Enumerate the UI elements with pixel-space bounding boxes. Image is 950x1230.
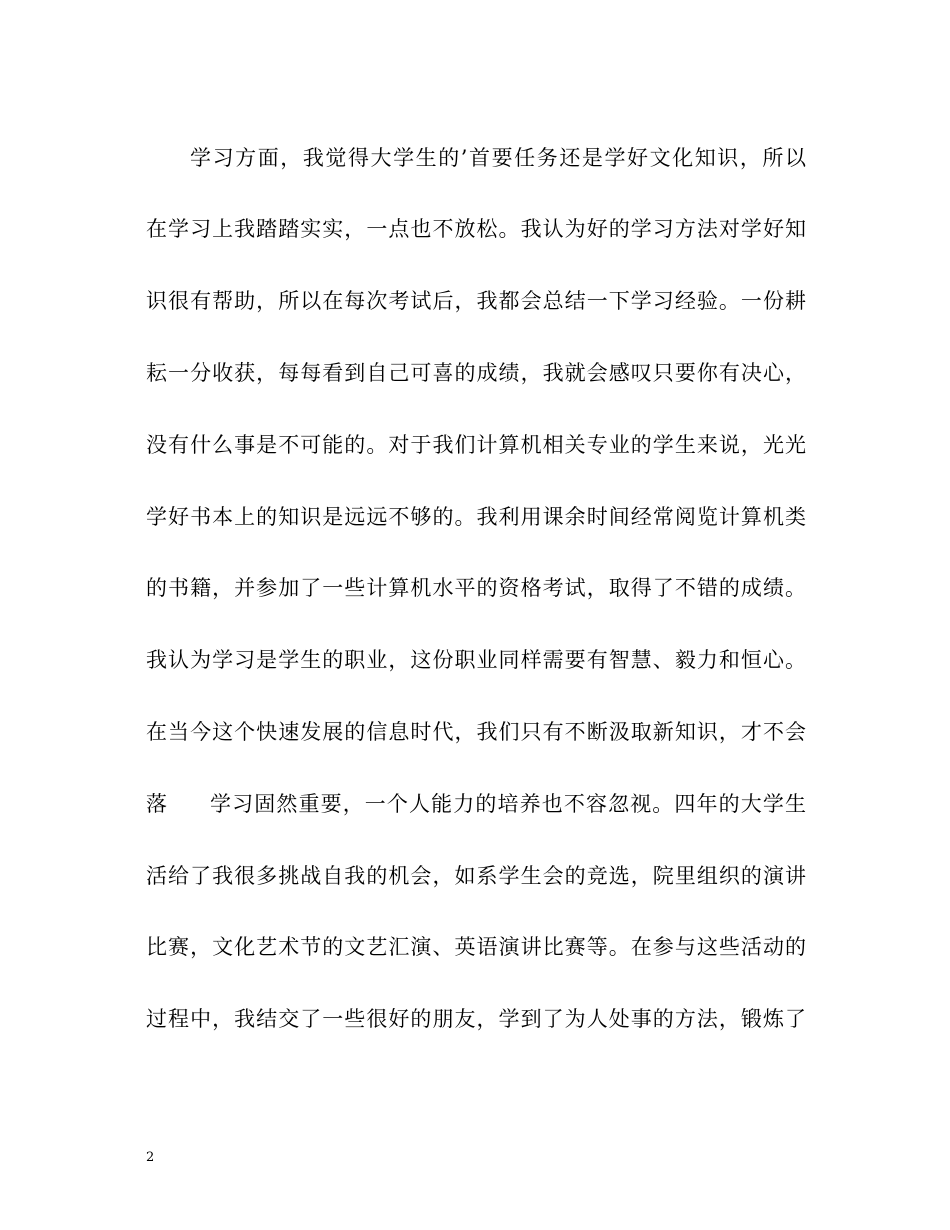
paragraph-line: 过程中，我结交了一些很好的朋友，学到了为人处事的方法，锻炼了 — [146, 1007, 806, 1031]
paragraph-line: 的书籍，并参加了一些计算机水平的资格考试，取得了不错的成绩。 — [146, 576, 806, 600]
paragraph-line: 学好书本上的知识是远远不够的。我利用课余时间经常阅览计算机类 — [146, 505, 806, 529]
paragraph-line: 我认为学习是学生的职业，这份职业同样需要有智慧、毅力和恒心。 — [146, 648, 806, 672]
paragraph-line: 没有什么事是不可能的。对于我们计算机相关专业的学生来说，光光 — [146, 433, 806, 457]
paragraph-line: 识很有帮助，所以在每次考试后，我都会总结一下学习经验。一份耕 — [146, 289, 806, 313]
paragraph-line: 在学习上我踏踏实实，一点也不放松。我认为好的学习方法对学好知 — [146, 217, 806, 241]
page-number: 2 — [146, 1150, 155, 1165]
paragraph-line: 在当今这个快速发展的信息时代，我们只有不断汲取新知识，才不会 — [146, 720, 806, 744]
paragraph-line: 耘一分收获，每每看到自己可喜的成绩，我就会感叹只要你有决心， — [146, 361, 806, 385]
paragraph-line: 活给了我很多挑战自我的机会，如系学生会的竞选，院里组织的演讲 — [146, 864, 806, 888]
paragraph-fragment: 落 — [146, 792, 167, 816]
paragraph-line-split — [146, 789, 806, 819]
paragraph-line: 学习方面，我觉得大学生的’首要任务还是学好文化知识，所以 — [190, 146, 806, 170]
paragraph-line: 比赛，文化艺术节的文艺汇演、英语演讲比赛等。在参与这些活动的 — [146, 935, 806, 959]
paragraph-start: 学习固然重要，一个人能力的培养也不容忽视。四年的大学生 — [210, 792, 806, 816]
